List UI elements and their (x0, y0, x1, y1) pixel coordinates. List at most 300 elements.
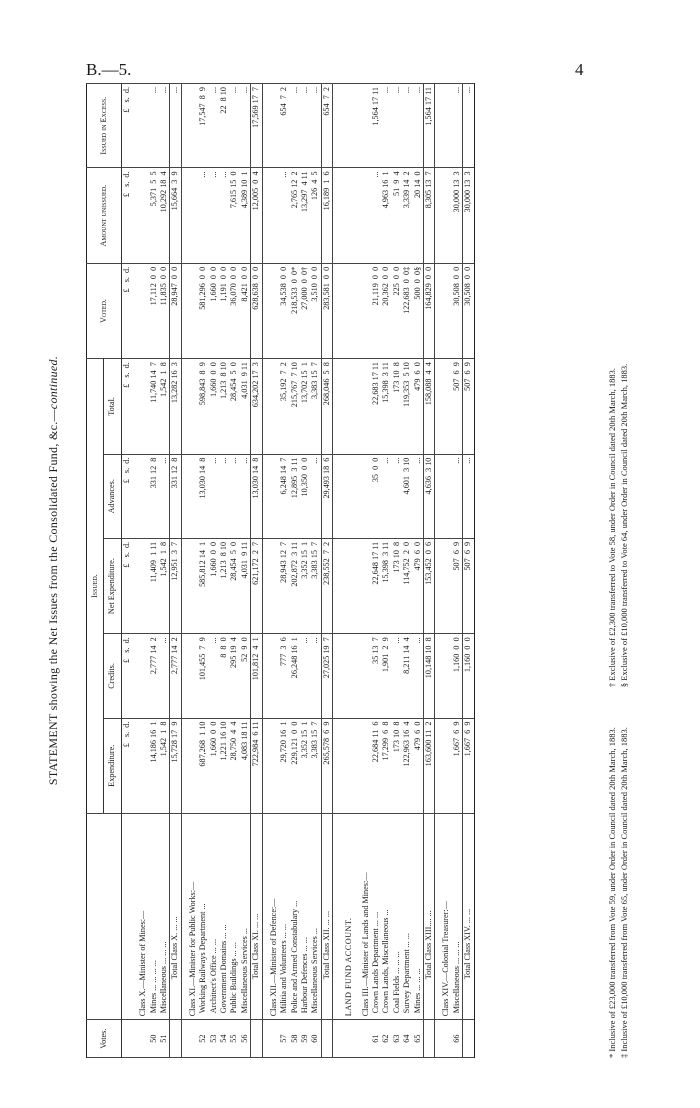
unis-cell: 51 9 4 (392, 168, 402, 263)
voted-cell: 218,533 0 0* (290, 263, 300, 358)
class-heading: Class XII.—Minister of Defence:— (262, 813, 279, 1019)
lsd-label: £ s. d. (121, 454, 132, 538)
cred-cell: 8 8 0 (219, 634, 229, 718)
cred-cell: ... (413, 634, 424, 718)
vote-cell (435, 1020, 452, 1058)
voted-cell: 30,508 0 0 (463, 263, 474, 358)
adv-cell: ... (229, 454, 239, 538)
tot-cell: 4,031 9 11 (240, 359, 251, 454)
cred-cell: 777 3 6 (279, 634, 289, 718)
vote-cell (355, 1020, 371, 1058)
adv-cell: ... (209, 454, 219, 538)
exc-cell: ... (452, 84, 463, 168)
table-row (209, 84, 219, 1058)
empty-cell (333, 634, 355, 718)
item-description: Government Domains ... ... (219, 813, 229, 1019)
cred-cell: ... (209, 634, 219, 718)
col-expenditure: Expenditure. (104, 718, 121, 813)
table-row (381, 84, 391, 1058)
net-cell: 153,452 0 6 (424, 538, 435, 633)
item-description: Crown Lands Department ... ... (371, 813, 381, 1019)
item-description: Police and Armed Constabulary ... (290, 813, 300, 1019)
vote-cell (262, 1020, 279, 1058)
exc-cell: 22 8 10 (219, 84, 229, 168)
empty-cell (355, 454, 371, 538)
empty-cell (262, 634, 279, 718)
empty-cell (262, 359, 279, 454)
net-cell: 1,542 1 8 (159, 538, 170, 633)
exp-cell: 14,186 16 1 (149, 718, 159, 813)
tot-cell: 173 10 8 (392, 359, 402, 454)
adv-cell: 29,493 18 6 (321, 454, 332, 538)
exc-cell: 17,547 8 9 (198, 84, 208, 168)
exc-cell: ... (413, 84, 424, 168)
exp-cell: 687,268 1 10 (198, 718, 208, 813)
adv-cell: 35 0 0 (371, 454, 381, 538)
net-cell: 4,031 9 11 (240, 538, 251, 633)
exp-cell: 229,121 0 0 (290, 718, 300, 813)
vote-number: 63 (392, 1020, 402, 1058)
item-description: Coal Fields ... ... ... (392, 813, 402, 1019)
unis-cell: 4,963 16 1 (381, 168, 391, 263)
table-row (300, 84, 310, 1058)
unis-cell: 7,615 15 0 (229, 168, 239, 263)
exc-cell: ... (463, 84, 474, 168)
vote-number: 50 (149, 1020, 159, 1058)
tot-cell: 215,767 7 10 (290, 359, 300, 454)
vote-number (251, 1020, 262, 1058)
adv-cell: ... (452, 454, 463, 538)
table-row (240, 84, 251, 1058)
table-row (413, 84, 424, 1058)
voted-cell: 11,835 0 0 (159, 263, 170, 358)
adv-cell: 331 12 8 (170, 454, 181, 538)
item-description: Architect's Office ... ... (209, 813, 219, 1019)
tot-cell: 28,454 5 0 (229, 359, 239, 454)
vote-number: 62 (381, 1020, 391, 1058)
total-label: Total Class XIV. ... ... (463, 813, 474, 1019)
lsd-label: £ s. d. (121, 634, 132, 718)
voted-cell: 34,538 0 0 (279, 263, 289, 358)
vote-number: 60 (310, 1020, 321, 1058)
total-label: Total Class XI. ... ... (251, 813, 262, 1019)
tot-cell: 13,282 16 3 (170, 359, 181, 454)
exc-cell: ... (300, 84, 310, 168)
voted-cell: 21,119 0 0 (371, 263, 381, 358)
section-heading: LAND FUND ACCOUNT. (333, 813, 355, 1019)
statement-body (121, 84, 474, 1058)
total-label: Total Class X. ... ... (170, 813, 181, 1019)
net-cell: 173 10 8 (392, 538, 402, 633)
voted-cell: 628,638 0 0 (251, 263, 262, 358)
unis-cell: 30,000 13 3 (463, 168, 474, 263)
adv-cell: 10,350 0 0 (300, 454, 310, 538)
empty-cell (181, 634, 198, 718)
net-cell: 1,660 0 0 (209, 538, 219, 633)
voted-cell: 17,112 0 0 (149, 263, 159, 358)
adv-cell: 13,030 14 8 (251, 454, 262, 538)
lsd-label: £ s. d. (121, 263, 132, 358)
exp-cell: 1,542 1 8 (159, 718, 170, 813)
empty-cell (262, 454, 279, 538)
cred-cell: 8,211 14 4 (402, 634, 412, 718)
voted-cell: 30,508 0 0 (452, 263, 463, 358)
col-advances: Advances. (104, 454, 121, 538)
empty-cell (355, 634, 371, 718)
net-cell: 585,812 14 1 (198, 538, 208, 633)
title-main: STATEMENT showing the Net Issues from the Consolidated Fund, &c.— (46, 409, 60, 786)
exc-cell: ... (402, 84, 412, 168)
empty-cell (262, 538, 279, 633)
net-cell: 28,943 12 7 (279, 538, 289, 633)
voted-cell: 20,362 0 0 (381, 263, 391, 358)
empty-cell (132, 634, 148, 718)
tot-cell: 1,213 8 10 (219, 359, 229, 454)
adv-cell: ... (463, 454, 474, 538)
empty-cell (132, 168, 148, 263)
vote-number (424, 1020, 435, 1058)
col-amount-unissued: Amount unissued. (87, 168, 122, 263)
empty-cell (181, 84, 198, 168)
tot-cell: 634,202 17 3 (251, 359, 262, 454)
exp-cell: 28,750 4 4 (229, 718, 239, 813)
table-row (392, 84, 402, 1058)
empty-cell (181, 263, 198, 358)
class-heading-row (355, 84, 371, 1058)
footnotes (606, 83, 630, 1058)
net-cell: 507 6 9 (463, 538, 474, 633)
class-heading-row (262, 84, 279, 1058)
net-cell: 1,213 8 10 (219, 538, 229, 633)
table-row (290, 84, 300, 1058)
exp-cell: 722,984 6 11 (251, 718, 262, 813)
vote-number: 59 (300, 1020, 310, 1058)
adv-cell: 13,030 14 8 (198, 454, 208, 538)
col-votes: Votes. (87, 1020, 122, 1058)
vote-number (321, 1020, 332, 1058)
vote-number: 56 (240, 1020, 251, 1058)
cred-cell: 27,025 19 7 (321, 634, 332, 718)
item-description: Militia and Volunteers ... ... (279, 813, 289, 1019)
vote-number: 55 (229, 1020, 239, 1058)
exc-cell: 654 7 2 (279, 84, 289, 168)
unis-cell: 2,765 12 2 (290, 168, 300, 263)
cred-cell: 2,777 14 2 (170, 634, 181, 718)
adv-cell: ... (159, 454, 170, 538)
cred-cell: 101,812 4 1 (251, 634, 262, 718)
exc-cell: ... (159, 84, 170, 168)
total-row (251, 84, 262, 1058)
tot-cell: 3,383 15 7 (310, 359, 321, 454)
empty-cell (435, 454, 452, 538)
empty-cell (132, 538, 148, 633)
col-total: Total. (104, 359, 121, 454)
cred-cell: 10,148 10 8 (424, 634, 435, 718)
statement-table (86, 83, 475, 1058)
adv-cell: ... (413, 454, 424, 538)
empty-cell (333, 538, 355, 633)
empty-cell (262, 263, 279, 358)
table-row (149, 84, 159, 1058)
exp-cell: 1,660 0 0 (209, 718, 219, 813)
adv-cell: 12,895 3 11 (290, 454, 300, 538)
total-label: Total Class XII. ... ... (321, 813, 332, 1019)
unis-cell: ... (279, 168, 289, 263)
empty-cell (262, 84, 279, 168)
table-row (198, 84, 208, 1058)
net-cell: 202,872 3 11 (290, 538, 300, 633)
vote-number: 57 (279, 1020, 289, 1058)
unis-cell: 16,189 1 6 (321, 168, 332, 263)
col-credits: Credits. (104, 634, 121, 718)
table-row (229, 84, 239, 1058)
tot-cell: 507 6 9 (463, 359, 474, 454)
item-description: Working Railways Department ... (198, 813, 208, 1019)
empty-cell (132, 84, 148, 168)
tot-cell: 1,542 1 8 (159, 359, 170, 454)
exc-cell: 1,564 17 11 (424, 84, 435, 168)
cred-cell: ... (310, 634, 321, 718)
tot-cell: 479 6 0 (413, 359, 424, 454)
vote-number: 65 (413, 1020, 424, 1058)
exp-cell: 1,221 16 10 (219, 718, 229, 813)
unis-cell: 126 4 5 (310, 168, 321, 263)
exp-cell: 163,600 11 2 (424, 718, 435, 813)
adv-cell: ... (240, 454, 251, 538)
net-cell: 238,552 7 2 (321, 538, 332, 633)
vote-number: 61 (371, 1020, 381, 1058)
empty-cell (435, 84, 452, 168)
cred-cell: 295 19 4 (229, 634, 239, 718)
net-cell: 507 6 9 (452, 538, 463, 633)
adv-cell: ... (310, 454, 321, 538)
col-net-expenditure: Net Expenditure. (104, 538, 121, 633)
empty-cell (435, 538, 452, 633)
class-heading-row (435, 84, 452, 1058)
exc-cell: 654 7 2 (321, 84, 332, 168)
exp-cell: 29,720 16 1 (279, 718, 289, 813)
cred-cell: 1,901 2 9 (381, 634, 391, 718)
empty-cell (355, 263, 371, 358)
empty-cell (435, 263, 452, 358)
cred-cell: 1,160 0 0 (452, 634, 463, 718)
exp-cell: 22,684 11 6 (371, 718, 381, 813)
adv-cell: 4,601 3 10 (402, 454, 412, 538)
exp-cell: 3,383 15 7 (310, 718, 321, 813)
net-cell: 114,752 2 0 (402, 538, 412, 633)
item-description: Miscellaneous ... ... ... (159, 813, 170, 1019)
exp-cell: 4,083 18 11 (240, 718, 251, 813)
unis-cell: 8,305 13 7 (424, 168, 435, 263)
empty-cell (181, 718, 198, 813)
empty-cell (262, 718, 279, 813)
exc-cell: ... (229, 84, 239, 168)
col-issued-group: Issued. (87, 359, 104, 814)
tot-cell: 15,398 3 11 (381, 359, 391, 454)
exc-cell: ... (381, 84, 391, 168)
tot-cell: 11,740 14 7 (149, 359, 159, 454)
vote-number: 66 (452, 1020, 463, 1058)
adv-cell: ... (219, 454, 229, 538)
lsd-label: £ s. d. (121, 84, 132, 168)
item-description: Harbour Defences ... ... (300, 813, 310, 1019)
exp-cell: 173 10 8 (392, 718, 402, 813)
exc-cell: ... (290, 84, 300, 168)
total-row (321, 84, 332, 1058)
lsd-label: £ s. d. (121, 718, 132, 813)
adv-cell: 4,636 3 10 (424, 454, 435, 538)
empty-cell (181, 359, 198, 454)
vote-number (170, 1020, 181, 1058)
exp-cell: 15,728 17 9 (170, 718, 181, 813)
empty-cell (132, 359, 148, 454)
unis-cell: 12,005 0 4 (251, 168, 262, 263)
unis-cell: 10,292 18 4 (159, 168, 170, 263)
total-row (463, 84, 474, 1058)
tot-cell: 507 6 9 (452, 359, 463, 454)
col-description (87, 813, 122, 1019)
item-description: Crown Lands, Miscellaneous ... (381, 813, 391, 1019)
unis-cell: 15,664 3 9 (170, 168, 181, 263)
voted-cell: 27,000 0 0† (300, 263, 310, 358)
empty-cell (355, 359, 371, 454)
title-suffix: continued. (46, 355, 60, 410)
exp-cell: 3,352 15 1 (300, 718, 310, 813)
exp-cell: 122,963 16 4 (402, 718, 412, 813)
vote-number: 53 (209, 1020, 219, 1058)
tot-cell: 598,843 8 9 (198, 359, 208, 454)
tot-cell: 13,702 15 1 (300, 359, 310, 454)
voted-cell: 1,191 0 0 (219, 263, 229, 358)
tot-cell: 119,353 5 10 (402, 359, 412, 454)
exc-cell: ... (170, 84, 181, 168)
unis-cell: ... (198, 168, 208, 263)
item-description: Miscellaneous Services ... (240, 813, 251, 1019)
exc-cell: ... (392, 84, 402, 168)
exc-cell: ... (240, 84, 251, 168)
voted-cell: 164,829 0 0 (424, 263, 435, 358)
empty-cell (435, 168, 452, 263)
col-voted: Voted. (87, 263, 122, 358)
item-description: Miscellaneous Services ... (310, 813, 321, 1019)
empty-cell (262, 168, 279, 263)
net-cell: 12,951 3 7 (170, 538, 181, 633)
net-cell: 28,454 5 0 (229, 538, 239, 633)
empty-cell (333, 359, 355, 454)
item-description: Miscellaneous ... ... ... (452, 813, 463, 1019)
empty-cell (355, 84, 371, 168)
voted-cell: 225 0 0 (392, 263, 402, 358)
exc-cell: 1,564 17 11 (371, 84, 381, 168)
exp-cell: 17,299 6 8 (381, 718, 391, 813)
unis-cell: 30,000 13 3 (452, 168, 463, 263)
empty-cell (355, 168, 371, 263)
exp-cell: 479 6 0 (413, 718, 424, 813)
unis-cell: 20 14 0 (413, 168, 424, 263)
voted-cell: 283,581 0 0 (321, 263, 332, 358)
tot-cell: 1,660 0 0 (209, 359, 219, 454)
unis-cell: 3,339 14 2 (402, 168, 412, 263)
cred-cell: 35 13 7 (371, 634, 381, 718)
class-heading-row (181, 84, 198, 1058)
tot-cell: 22,683 17 11 (371, 359, 381, 454)
lsd-label: £ s. d. (121, 359, 132, 454)
tot-cell: 268,046 5 8 (321, 359, 332, 454)
footnote: † Exclusive of £2,300 transferred to Vote 58, under Order in Council dated 20th March, 1883. (607, 368, 617, 688)
cred-cell: 101,455 7 9 (198, 634, 208, 718)
empty-cell (355, 538, 371, 633)
exc-cell: ... (310, 84, 321, 168)
net-cell: 621,172 2 7 (251, 538, 262, 633)
net-cell: 479 6 0 (413, 538, 424, 633)
table-row (452, 84, 463, 1058)
empty-cell (333, 263, 355, 358)
lsd-label: £ s. d. (121, 538, 132, 633)
class-heading: Class X.—Minister of Mines:— (132, 813, 148, 1019)
cred-cell: 26,248 16 1 (290, 634, 300, 718)
voted-cell: 8,421 0 0 (240, 263, 251, 358)
empty-cell (435, 359, 452, 454)
unis-cell: ... (209, 168, 219, 263)
cred-cell: 1,160 0 0 (463, 634, 474, 718)
unis-cell: 5,371 5 5 (149, 168, 159, 263)
total-label: Total Class XIII.... ... (424, 813, 435, 1019)
empty-cell (355, 718, 371, 813)
footnote: § Exclusive of £10,000 transferred to Vote 64, under Order in Council dated 20th March, 1883. (619, 363, 629, 688)
tot-cell: 35,192 7 2 (279, 359, 289, 454)
exp-cell: 1,667 6 9 (452, 718, 463, 813)
unis-cell: 13,297 4 11 (300, 168, 310, 263)
table-row (279, 84, 289, 1058)
empty-cell (181, 168, 198, 263)
page-number: 4 (575, 60, 584, 79)
net-cell: 22,648 17 11 (371, 538, 381, 633)
vote-number: 64 (402, 1020, 412, 1058)
exp-cell: 1,667 6 9 (463, 718, 474, 813)
unis-cell: 4,389 10 1 (240, 168, 251, 263)
empty-cell (333, 718, 355, 813)
section-heading-row (333, 84, 355, 1058)
empty-cell (181, 538, 198, 633)
vote-cell (333, 1020, 355, 1058)
voted-cell: 581,296 0 0 (198, 263, 208, 358)
empty-cell (132, 454, 148, 538)
exc-cell: ... (149, 84, 159, 168)
item-description: Public Buildings ... ... (229, 813, 239, 1019)
cred-cell: ... (159, 634, 170, 718)
net-cell: 15,398 3 11 (381, 538, 391, 633)
item-description: Survey Department ... ... (402, 813, 412, 1019)
net-cell: 3,352 15 1 (300, 538, 310, 633)
table-row (402, 84, 412, 1058)
empty-cell (333, 454, 355, 538)
vote-number (463, 1020, 474, 1058)
statement-title (46, 83, 61, 1058)
voted-cell: 28,947 0 0 (170, 263, 181, 358)
vote-number: 51 (159, 1020, 170, 1058)
col-issued-in-excess: Issued in Excess. (87, 84, 122, 168)
class-heading-row (132, 84, 148, 1058)
vote-number: 52 (198, 1020, 208, 1058)
empty-cell (181, 454, 198, 538)
table-row (310, 84, 321, 1058)
footnote: ‡ Inclusive of £10,000 transferred from Vote 65, under Order in Council dated 20th March, 1883. (619, 727, 629, 1058)
total-row (424, 84, 435, 1058)
class-heading: Class III.—Minister of Lands and Mines:— (355, 813, 371, 1019)
class-heading: Class XI.—Minister for Public Works:— (181, 813, 198, 1019)
empty-cell (435, 634, 452, 718)
adv-cell: 6,248 14 7 (279, 454, 289, 538)
